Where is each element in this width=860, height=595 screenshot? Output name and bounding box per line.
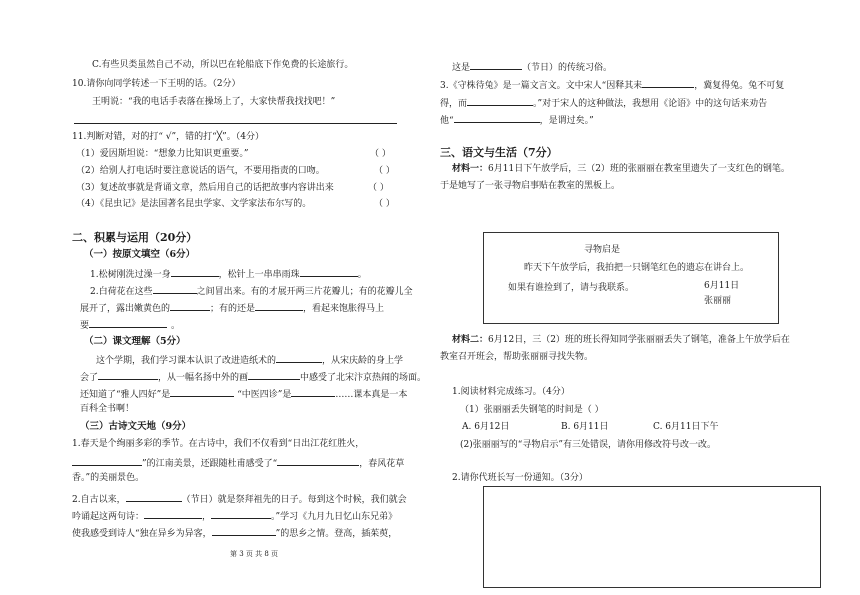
blank-g-1[interactable]: [72, 456, 142, 466]
fill-2-line1: 2.白荷花在这些 之间冒出来。有的才展开两三片花瓣儿；有的花瓣儿全: [90, 284, 413, 298]
lost-notice-box: [483, 232, 779, 324]
blank-2-3[interactable]: [255, 301, 303, 311]
comprehension-line1: 这个学期，我们学习课本认识了改进造纸术的 ，从宋庆龄的身上学: [96, 353, 403, 367]
fill-2-line3: 要 。: [80, 318, 180, 332]
fill-1: 1.松树刚洗过澡一身 ，松针上一串串雨珠 。: [90, 267, 367, 281]
material-2-line2: 教室召开班会，帮助张丽丽寻找失物。: [440, 352, 594, 362]
poem-q2-line3: 使我感受到诗人“独在异乡为异客， ”的思乡之情。登高，插茱萸，: [72, 526, 397, 540]
right-q3-line1: 3.《守株待兔》是一篇文言文。文中宋人“因释其耒 ，冀复得兔。兔不可复: [440, 78, 784, 92]
judge-paren-2[interactable]: （ ）: [374, 166, 395, 176]
right-q3-line2: 得，而 。”对于宋人的这种做法，我想用《论语》中的这句话来劝告: [440, 96, 767, 110]
question-10-quote: 王明说：“我的电话手表落在操场上了，大家快帮我找找吧！”: [92, 97, 336, 107]
answer-line-q10[interactable]: [74, 123, 397, 124]
blank-k-5[interactable]: [291, 387, 335, 397]
blank-1-2[interactable]: [300, 267, 358, 277]
question-10: 10.请你向同学转述一下王明的话。（2分）: [72, 79, 241, 89]
practice-q1-1[interactable]: （1）张丽丽丢失钢笔的时间是（ ）: [460, 405, 604, 415]
blank-g-5[interactable]: [211, 509, 271, 519]
blank-k-3[interactable]: [248, 370, 300, 380]
poem-q1-line2: ”的江南美景，还跟随杜甫感受了“ ，春风花草: [72, 456, 404, 470]
blank-g-4[interactable]: [144, 509, 202, 519]
judge-item-3: （3）复述故事就是背诵文章，然后用自己的话把故事内容讲出来: [76, 183, 334, 193]
notice-title: 寻物启是: [584, 245, 621, 255]
right-line-1: 这是 （节日）的传统习俗。: [452, 60, 612, 74]
blank-2-1[interactable]: [153, 284, 197, 294]
section-2-heading: 二、积累与运用（20分）: [72, 231, 198, 244]
judge-paren-3[interactable]: （ ）: [368, 183, 389, 193]
blank-r-1[interactable]: [470, 60, 522, 70]
blank-1-1[interactable]: [171, 267, 219, 277]
poem-q1-line1: 1.春天是个绚丽多彩的季节。在古诗中，我们不仅看到“日出江花红胜火，: [72, 439, 365, 449]
practice-q1-2: (2)张丽丽写的“寻物启示”有三处错误，请你用修改符号改一改。: [460, 440, 716, 450]
material-1-line2: 于是她写了一张寻物启事贴在教室的黑板上。: [440, 181, 621, 191]
judge-item-2: （2）给别人打电话时要注意说话的语气，不要用指责的口吻。: [76, 166, 325, 176]
comprehension-line4: 百科全书啊！: [80, 404, 135, 414]
blank-k-1[interactable]: [276, 353, 322, 363]
comprehension-line3: 还知道了“雅人四好”是 “中医四诊”是 ……课本真是一本: [80, 387, 407, 401]
blank-k-2[interactable]: [98, 370, 158, 380]
blank-2-2[interactable]: [170, 301, 210, 311]
blank-g-6[interactable]: [212, 526, 276, 536]
subsection-1-heading: （一）按原文填空（6分）: [84, 249, 196, 260]
judge-item-4: （4）《昆虫记》是法国著名昆虫学家、文学家法布尔写的。: [76, 199, 312, 209]
notice-body-1: 昨天下午放学后，我拍把一只钢笔红色的遗忘在讲台上。: [524, 263, 750, 273]
notice-date: 6月11日: [704, 281, 740, 291]
practice-q2: 2.请你代班长写一份通知。（3分）: [452, 473, 588, 483]
blank-2-4[interactable]: [89, 318, 167, 328]
option-c-text: C.有些贝类虽然自己不动，所以巴在轮船底下作免费的长途旅行。: [92, 60, 354, 70]
blank-r-3[interactable]: [467, 96, 533, 106]
right-q3-line3: 他“ ，是谓过矣。”: [440, 113, 594, 127]
subsection-3-heading: （三）古诗文天地（9分）: [80, 421, 192, 432]
poem-q1-line3: 香。”的美丽景色。: [72, 473, 145, 483]
comprehension-line2: 会了 ，从一幅名扬中外的画 中感受了北宋汴京热闹的场面。: [80, 370, 426, 384]
blank-r-4[interactable]: [454, 113, 540, 123]
poem-q2-line1: 2.自古以来， （节日）就是祭拜祖先的日子。每到这个时候，我们就会: [72, 492, 407, 506]
judge-paren-1[interactable]: （ ）: [370, 149, 391, 159]
practice-q1: 1.阅读材料完成练习。（4分）: [452, 387, 570, 397]
option-c[interactable]: C. 6月11日下午: [653, 422, 719, 432]
subsection-2-heading: （二）课文理解（5分）: [84, 336, 186, 347]
material-2-line1: 材料二：6月12日，三（2）班的班长得知同学张丽丽丢失了钢笔，准备上午放学后在: [452, 335, 790, 345]
material-1-line1: 材料一：6月11日下午放学后，三（2）班的张丽丽在教室里遗失了一支红色的钢笔。: [452, 164, 790, 174]
page-footer: 第 3 页 共 8 页: [230, 550, 279, 558]
question-11: 11.判断对错，对的打“ √”，错的打“╳”。（4分）: [72, 132, 264, 142]
option-a[interactable]: A. 6月12日: [462, 422, 510, 432]
fill-2-line2: 展开了，露出嫩黄色的 ；有的还是 ，看起来饱胀得马上: [80, 301, 384, 315]
notice-signature: 张丽丽: [704, 296, 732, 306]
notice-writing-box[interactable]: [483, 486, 821, 588]
blank-g-2[interactable]: [277, 456, 359, 466]
poem-q2-line2: 吟诵起这两句诗： ， 。”学习《九月九日忆山东兄弟》: [72, 509, 397, 523]
blank-k-4[interactable]: [170, 387, 234, 397]
option-b[interactable]: B. 6月11日: [561, 422, 609, 432]
blank-r-2[interactable]: [642, 78, 694, 88]
blank-g-3[interactable]: [126, 492, 182, 502]
notice-body-2: 如果有谁捡到了，请与我联系。: [508, 283, 635, 293]
judge-item-1: （1）爱因斯坦说：“想象力比知识更重要。”: [76, 149, 249, 159]
judge-paren-4[interactable]: （ ）: [374, 199, 395, 209]
section-3-heading: 三、语文与生活（7分）: [440, 146, 558, 159]
